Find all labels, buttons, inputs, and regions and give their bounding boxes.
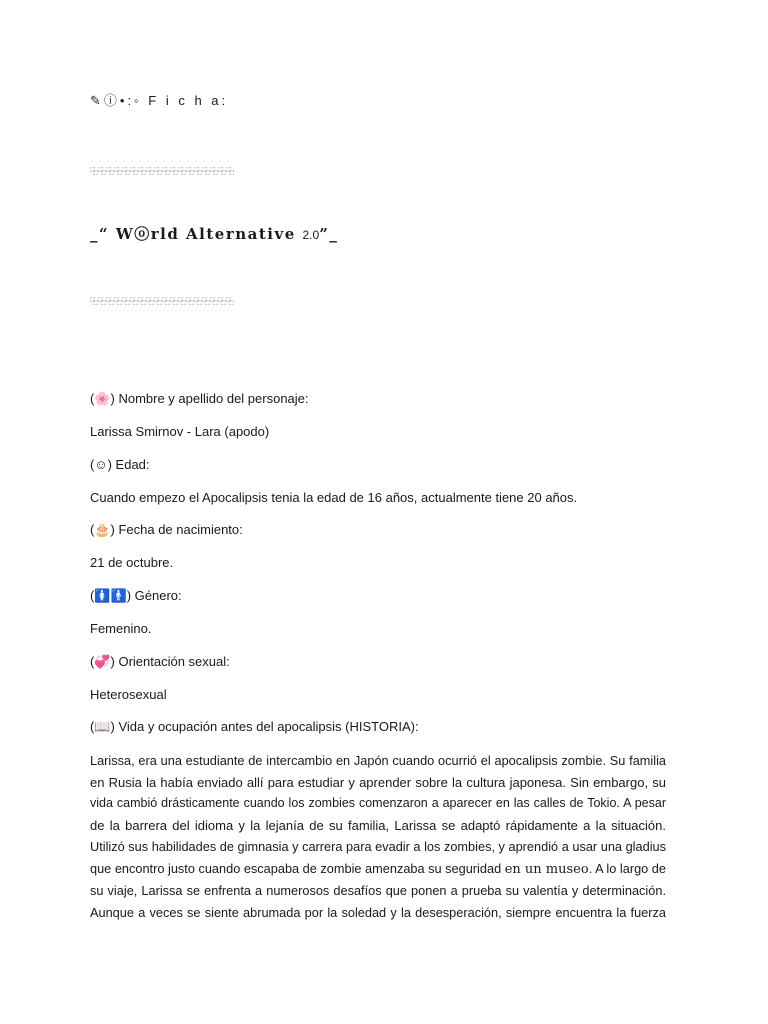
title-version: 2.0 [302,228,320,242]
field-name-label: (🌸) Nombre y apellido del personaje: [90,391,309,406]
title-main: rld Alternative [150,225,296,243]
field-birthdate-label: (🎂) Fecha de nacimiento: [90,522,243,537]
ficha-heading: ✎ⓘ•:◦ F i c h a: [90,93,229,108]
history-line: Aunque a veces se siente abrumada por la soledad y la desesperación, siempre encuentra la fuerza [90,904,666,920]
field-age-value: Cuando empezo el Apocalipsis tenia la edad de 16 años, actualmente tiene 20 años. [90,490,578,505]
history-line: de la barrera del idioma y la lejanía de su familia, Larissa se adaptó rápidamente a la situación. [90,817,666,833]
history-text: . A lo largo de [588,860,666,876]
decorative-divider-bottom: ⿻⿻⿻⿻⿻⿻⿻⿻⿻⿻⿻⿻⿻⿻⿻⿻⿻⿻ [90,297,234,306]
history-line: Larissa, era una estudiante de intercambio en Japón cuando ocurrió el apocalipsis zombie. Su familia [90,753,666,768]
field-history-label: (📖) Vida y ocupación antes del apocalipsis (HISTORIA): [90,719,419,734]
field-age-label: (☺) Edad: [90,457,150,472]
history-text-serif: en un museo [504,861,589,877]
field-gender-value: Femenino. [90,621,152,636]
field-orientation-label: (💞) Orientación sexual: [90,654,230,669]
field-gender-label: (🚺🚹) Género: [90,588,182,603]
title-suffix: ”_ [319,225,339,243]
document-title [90,224,338,245]
field-birthdate-value: 21 de octubre. [90,555,174,570]
history-text: que encontro justo cuando escapaba de zombie amenzaba su seguridad [90,860,505,876]
field-orientation-value: Heterosexual [90,687,167,702]
title-prefix: _“ W [90,225,135,243]
decorative-divider-top: ⿻⿻⿻⿻⿻⿻⿻⿻⿻⿻⿻⿻⿻⿻⿻⿻⿻⿻ [90,167,234,176]
history-paragraph [90,750,666,923]
history-line: Utilizó sus habilidades de gimnasia y carrera para evadir a los zombies, y aprendió a usar una gladius [90,839,666,854]
history-line: en Rusia la había enviado allí para estudiar y aprender sobre la cultura japonesa. Sin embargo, su [90,774,666,790]
field-name-value: Larissa Smirnov - Lara (apodo) [90,424,270,439]
history-line: vida cambió drásticamente cuando los zombies comenzaron a aparecer en las calles de Tokio. A pesar [90,796,666,810]
title-glyph: ⓞ [134,225,151,243]
history-line: su viaje, Larissa se enfrenta a numerosos desafíos que ponen a prueba su valentía y determinación. [90,883,666,898]
history-line [90,858,666,881]
